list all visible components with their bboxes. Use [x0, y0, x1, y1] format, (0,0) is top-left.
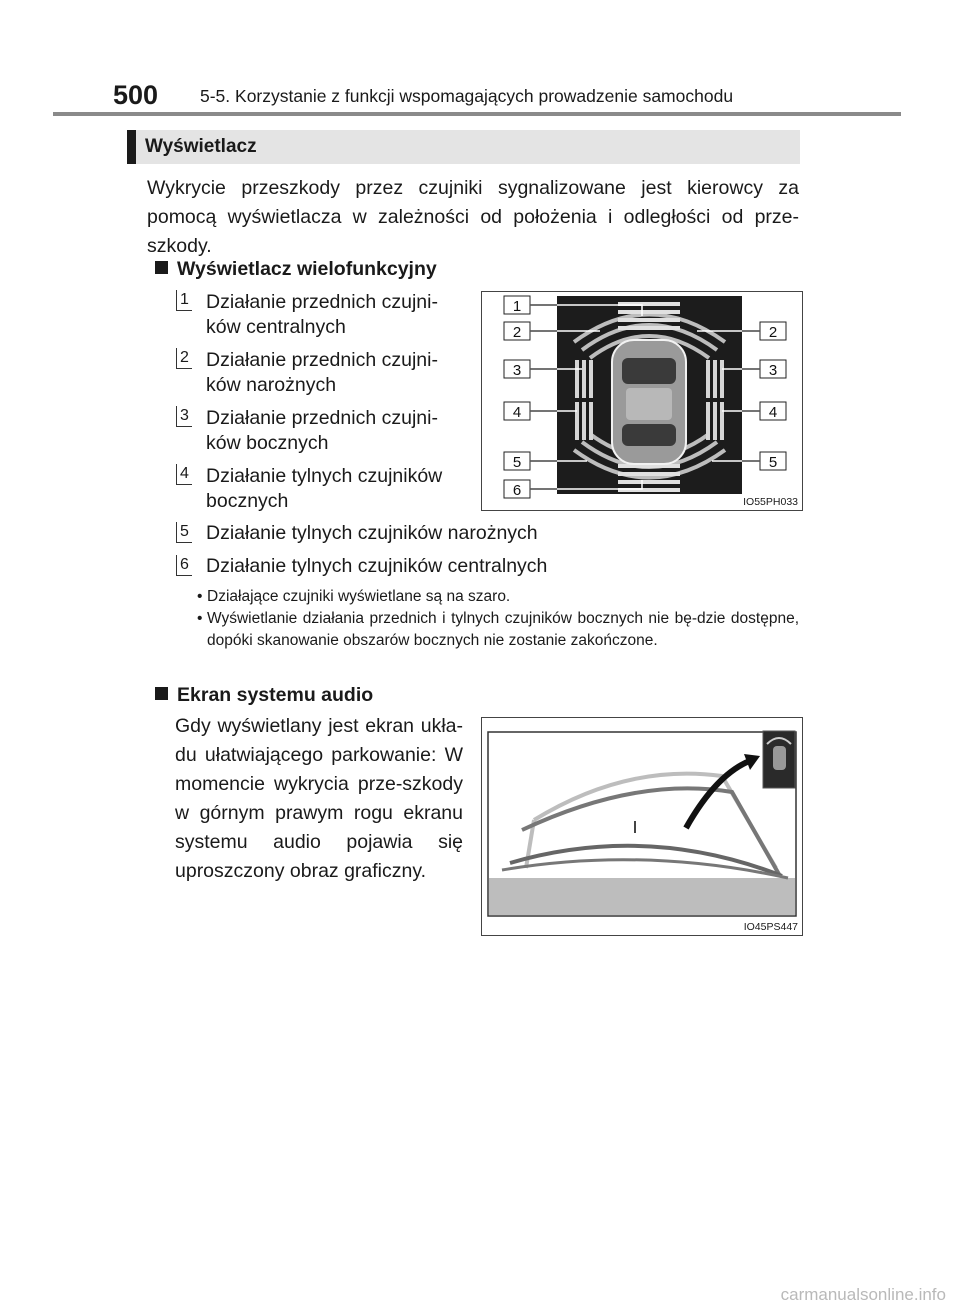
note-bullet: • [197, 610, 203, 627]
chapter-title: 5-5. Korzystanie z funkcji wspomagających prowadzenie samochodu [200, 86, 734, 106]
audio-screen-figure [481, 717, 803, 936]
note-text: Działające czujniki wyświetlane są na szaro. [207, 588, 511, 605]
section-accent [127, 130, 136, 164]
note-text: Wyświetlanie działania przednich i tylnych czujników bocznych nie bę-dzie dostępne, dopóki skanowanie obszarów bocznych nie zostanie zakończone. [207, 610, 799, 649]
note-bullet: • [197, 588, 203, 605]
section-title-bar [127, 130, 800, 164]
section-title: Wyświetlacz [145, 136, 257, 157]
callout-label: 4 [768, 404, 778, 421]
callout-label: 4 [512, 404, 522, 421]
callout-label: 1 [512, 298, 522, 315]
audio-heading [155, 684, 373, 707]
item-text: ków narożnych [206, 374, 337, 396]
item-text: Działanie przednich czujni- [206, 291, 438, 313]
figure-code: IO55PH033 [743, 496, 798, 508]
multi-display-figure [481, 291, 803, 511]
bumper-area [489, 878, 795, 915]
square-bullet-icon [155, 261, 168, 274]
item-text: Działanie tylnych czujników narożnych [206, 522, 538, 544]
car-icon [612, 340, 686, 464]
item-text: ków bocznych [206, 432, 329, 454]
item-text: ków centralnych [206, 316, 346, 338]
callout-label: 5 [512, 454, 522, 471]
item-number: 6 [176, 555, 192, 576]
item-text: Działanie tylnych czujników [206, 465, 443, 487]
item-text: Działanie przednich czujni- [206, 349, 438, 371]
page-number: 500 [113, 80, 159, 110]
item-text: bocznych [206, 490, 289, 512]
header-divider [53, 112, 901, 116]
audio-heading-text: Ekran systemu audio [177, 684, 374, 706]
watermark-text: carmanualsonline.info [780, 1285, 946, 1304]
callout-label: 2 [512, 324, 522, 341]
figure-code: IO45PS447 [743, 921, 798, 933]
square-bullet-icon [155, 687, 168, 700]
callout-label: 2 [768, 324, 778, 341]
callout-label: 3 [768, 362, 778, 379]
multi-display-heading-text: Wyświetlacz wielofunkcyjny [177, 258, 437, 280]
callout-label: 6 [512, 482, 522, 499]
callout-label: 5 [768, 454, 778, 471]
item-number: 3 [176, 406, 192, 427]
item-number: 1 [176, 290, 192, 311]
item-number: 4 [176, 464, 192, 485]
rear-camera-illustration [482, 718, 802, 935]
callout-label: 3 [512, 362, 522, 379]
item-text: Działanie przednich czujni- [206, 407, 438, 429]
item-text: Działanie tylnych czujników centralnych [206, 555, 548, 577]
multi-display-heading [155, 258, 437, 281]
item-number: 2 [176, 348, 192, 369]
audio-description: Gdy wyświetlany jest ekran ukła-du ułatwiającego parkowanie: W momencie wykrycia prze-szkody w górnym prawym rogu ekranu systemu audio pojawia się uproszczony obraz graficzny. [175, 715, 463, 882]
item-number: 5 [176, 522, 192, 543]
section-intro: Wykrycie przeszkody przez czujniki sygnalizowane jest kierowcy za pomocą wyświetlacza w zależności od położenia i odległości od prze-szkody. [147, 177, 799, 257]
sensor-display-illustration [482, 292, 802, 510]
